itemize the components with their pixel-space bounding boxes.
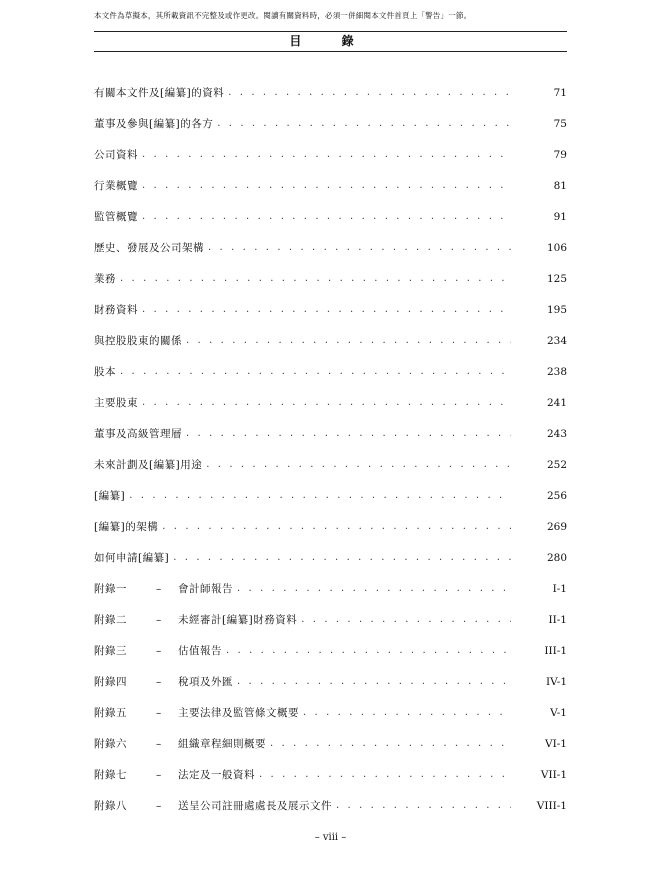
toc-entry-label: 董事及高級管理層	[94, 427, 182, 440]
toc-entry-label: 未來計劃及[編纂]用途	[94, 458, 203, 471]
toc-entry-page: 71	[553, 86, 567, 99]
toc-entry-label: 與控股股東的關係	[94, 334, 182, 347]
appendix-code: 附錄四	[94, 675, 127, 688]
appendix-code: 附錄二	[94, 613, 127, 626]
toc-entry-page: 195	[546, 303, 567, 316]
appendix-code: 附錄七	[94, 768, 127, 781]
appendix-entry[interactable]	[94, 790, 567, 821]
dot-leader	[173, 551, 511, 565]
toc-entry[interactable]	[94, 511, 567, 542]
appendix-code: 附錄八	[94, 799, 127, 812]
appendix-dash: –	[156, 582, 162, 595]
toc-entry-page: 256	[546, 489, 567, 502]
toc-entry-page: 75	[553, 117, 567, 130]
appendix-dash: –	[156, 644, 162, 657]
title-rule-top	[94, 31, 567, 32]
appendix-label: 估值報告	[178, 644, 222, 657]
toc-entry[interactable]	[94, 263, 567, 294]
appendix-dash: –	[156, 737, 162, 750]
toc-entry[interactable]	[94, 325, 567, 356]
appendix-label: 未經審計[編纂]財務資料	[178, 613, 298, 626]
appendix-page: IV-1	[546, 675, 567, 688]
appendix-label: 法定及一般資料	[178, 768, 255, 781]
toc-entry-label: [編纂]	[94, 489, 126, 502]
title-rule-bottom	[94, 51, 567, 52]
dot-leader	[270, 737, 511, 751]
toc-entry[interactable]	[94, 356, 567, 387]
toc-entry-page: 238	[546, 365, 567, 378]
toc-entry[interactable]	[94, 232, 567, 263]
dot-leader	[142, 148, 511, 162]
toc-entry[interactable]	[94, 387, 567, 418]
appendix-dash: –	[156, 675, 162, 688]
draft-disclaimer: 本文件為草擬本，其所載資訊不完整及或作更改。閱讀有關資料時，必須一併細閱本文件首頁上「警告」一節。	[94, 11, 472, 20]
toc-entry-label: 歷史、發展及公司架構	[94, 241, 204, 254]
dot-leader	[142, 179, 511, 193]
appendix-code: 附錄六	[94, 737, 127, 750]
toc-entry[interactable]	[94, 201, 567, 232]
dot-leader	[228, 86, 511, 100]
appendix-label: 組織章程細則概要	[178, 737, 266, 750]
dot-leader	[217, 117, 511, 131]
toc-entry[interactable]	[94, 77, 567, 108]
appendix-entry[interactable]	[94, 728, 567, 759]
toc-entry-page: 125	[546, 272, 567, 285]
toc-entry-page: 241	[546, 396, 567, 409]
dot-leader	[237, 675, 511, 689]
appendix-page: V-1	[550, 706, 567, 719]
toc-entry-label: 如何申請[編纂]	[94, 551, 170, 564]
dot-leader	[259, 768, 511, 782]
appendix-page: VI-1	[545, 737, 567, 750]
toc-entry-page: 280	[546, 551, 567, 564]
toc-entry-page: 81	[553, 179, 567, 192]
dot-leader	[208, 241, 511, 255]
appendix-page: III-1	[544, 644, 567, 657]
dot-leader	[142, 210, 511, 224]
appendix-entry[interactable]	[94, 697, 567, 728]
appendix-dash: –	[156, 706, 162, 719]
dot-leader	[142, 303, 511, 317]
page-title: 目 錄	[289, 34, 372, 48]
appendix-page: II-1	[548, 613, 567, 626]
toc-entry[interactable]	[94, 170, 567, 201]
table-of-contents	[94, 77, 567, 821]
appendix-dash: –	[156, 613, 162, 626]
toc-entry-label: 有關本文件及[編纂]的資料	[94, 86, 225, 99]
toc-entry-page: 91	[553, 210, 567, 223]
toc-entry-page: 243	[546, 427, 567, 440]
toc-entry[interactable]	[94, 542, 567, 573]
dot-leader	[142, 396, 511, 410]
toc-entry-page: 269	[546, 520, 567, 533]
toc-entry-page: 106	[546, 241, 567, 254]
toc-entry[interactable]	[94, 449, 567, 480]
dot-leader	[237, 582, 511, 596]
appendix-label: 送呈公司註冊處處長及展示文件	[178, 799, 332, 812]
dot-leader	[129, 489, 511, 503]
toc-entry-page: 252	[546, 458, 567, 471]
dot-leader	[336, 799, 511, 813]
appendix-entry[interactable]	[94, 573, 567, 604]
appendix-code: 附錄一	[94, 582, 127, 595]
toc-entry[interactable]	[94, 480, 567, 511]
dot-leader	[206, 458, 511, 472]
appendix-dash: –	[156, 799, 162, 812]
toc-entry[interactable]	[94, 294, 567, 325]
appendix-page: VIII-1	[536, 799, 567, 812]
appendix-entry[interactable]	[94, 759, 567, 790]
toc-entry-label: 股本	[94, 365, 116, 378]
toc-entry[interactable]	[94, 139, 567, 170]
appendix-code: 附錄三	[94, 644, 127, 657]
toc-entry[interactable]	[94, 108, 567, 139]
appendix-label: 會計師報告	[178, 582, 233, 595]
dot-leader	[186, 427, 511, 441]
appendix-dash: –	[156, 768, 162, 781]
toc-entry-label: 業務	[94, 272, 116, 285]
page-number: – viii –	[314, 832, 347, 843]
dot-leader	[162, 520, 511, 534]
appendix-entry[interactable]	[94, 635, 567, 666]
appendix-entry[interactable]	[94, 666, 567, 697]
toc-entry[interactable]	[94, 418, 567, 449]
appendix-code: 附錄五	[94, 706, 127, 719]
toc-entry-label: 公司資料	[94, 148, 138, 161]
dot-leader	[226, 644, 511, 658]
toc-entry-label: 監管概覽	[94, 210, 138, 223]
appendix-page: VII-1	[540, 768, 567, 781]
toc-entry-page: 234	[546, 334, 567, 347]
toc-entry-label: 主要股東	[94, 396, 138, 409]
dot-leader	[120, 365, 511, 379]
toc-entry-page: 79	[553, 148, 567, 161]
toc-entry-label: 行業概覽	[94, 179, 138, 192]
toc-entry-label: [編纂]的架構	[94, 520, 159, 533]
appendix-entry[interactable]	[94, 604, 567, 635]
appendix-page: I-1	[552, 582, 567, 595]
appendix-label: 稅項及外匯	[178, 675, 233, 688]
toc-entry-label: 董事及參與[編纂]的各方	[94, 117, 214, 130]
toc-entry-label: 財務資料	[94, 303, 138, 316]
dot-leader	[303, 706, 511, 720]
dot-leader	[301, 613, 511, 627]
appendix-label: 主要法律及監管條文概要	[178, 706, 299, 719]
dot-leader	[120, 272, 511, 286]
dot-leader	[186, 334, 511, 348]
